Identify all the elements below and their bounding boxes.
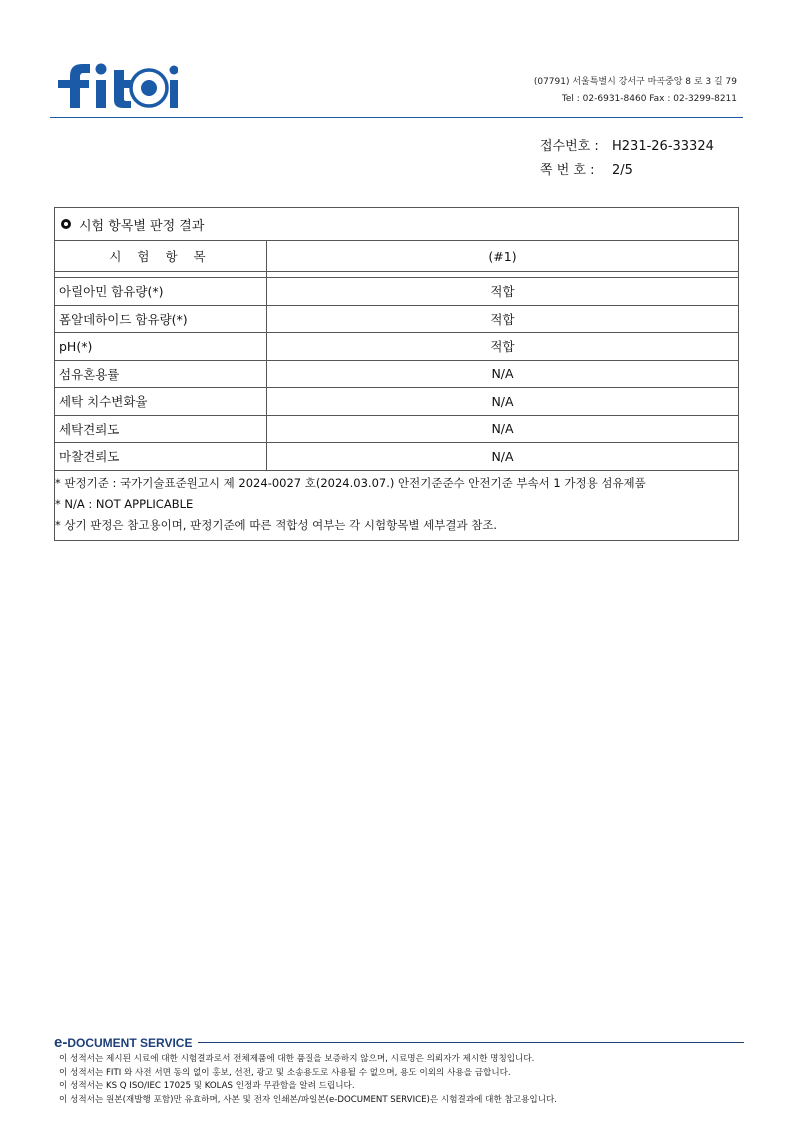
fiti-logo bbox=[56, 58, 178, 110]
section-title: 시험 항목별 판정 결과 bbox=[79, 218, 205, 234]
header-divider bbox=[50, 117, 743, 118]
result: N/A bbox=[491, 393, 514, 409]
note-na: * N/A : NOT APPLICABLE bbox=[55, 496, 194, 511]
header-sample: (#1) bbox=[488, 248, 517, 264]
results-table bbox=[54, 207, 739, 541]
table-row bbox=[55, 361, 738, 389]
table-row bbox=[55, 416, 738, 444]
result: 적합 bbox=[490, 284, 515, 300]
test-item: pH(*) bbox=[55, 333, 267, 360]
receipt-number-label: 접수번호 : bbox=[540, 139, 599, 154]
contact-text: Tel : 02-6931-8460 Fax : 02-3299-8211 bbox=[561, 94, 737, 104]
header-test-item: 시 험 항 목 bbox=[55, 241, 267, 271]
address-text: (07791) 서울특별시 강서구 마곡중앙 8 로 3 길 79 bbox=[533, 77, 737, 87]
logo-text: fiti bbox=[56, 58, 58, 59]
table-row bbox=[55, 278, 738, 306]
table-row bbox=[55, 443, 738, 471]
section-title-row bbox=[55, 208, 738, 241]
footer-line: 이 성적서는 FITI 와 사전 서면 동의 없이 홍보, 선전, 광고 및 소송용도로 사용될 수 없으며, 용도 이외의 사용을 금합니다. bbox=[59, 1067, 511, 1078]
e-document-footer bbox=[54, 1034, 744, 1107]
page-number-label: 쪽 번 호 : bbox=[540, 163, 595, 178]
note-criteria: * 판정기준 : 국가기술표준원고시 제 2024-0027 호(2024.03.07.) 안전기준준수 안전기준 부속서 1 가정용 섬유제품 bbox=[55, 475, 646, 490]
result: N/A bbox=[491, 421, 514, 437]
table-header-row bbox=[55, 241, 738, 272]
table-notes bbox=[55, 471, 738, 540]
footer-title-rest: DOCUMENT SERVICE bbox=[67, 1036, 193, 1050]
footer-line: 이 성적서는 제시된 시료에 대한 시험결과로서 전체제품에 대한 품질을 보증하지 않으며, 시료명은 의뢰자가 제시한 명칭입니다. bbox=[59, 1054, 535, 1064]
result: 적합 bbox=[490, 339, 515, 355]
company-address-block bbox=[534, 74, 737, 108]
result: N/A bbox=[491, 448, 514, 464]
result: N/A bbox=[491, 366, 514, 382]
footer-line: 이 성적서는 KS Q ISO/IEC 17025 및 KOLAS 인정과 무관함을 알려 드립니다. bbox=[59, 1081, 355, 1091]
result: 적합 bbox=[490, 311, 515, 327]
table-row bbox=[55, 333, 738, 361]
test-item: 폼알데하이드 함유량(*) bbox=[55, 306, 267, 333]
footer-title bbox=[54, 1034, 192, 1051]
test-item: 세탁 치수변화율 bbox=[55, 388, 267, 415]
receipt-number-value: H231-26-33324 bbox=[612, 139, 714, 154]
circle-bullet-icon bbox=[61, 219, 71, 229]
footer-line: 이 성적서는 원본(재발행 포함)만 유효하며, 사본 및 전자 인쇄본/파일본(e-DOCUMENT SERVICE)은 시험결과에 대한 참고용입니다. bbox=[59, 1094, 558, 1105]
note-reference: * 상기 판정은 참고용이며, 판정기준에 따른 적합성 여부는 각 시험항목별 세부결과 참조. bbox=[55, 517, 498, 532]
page-number-value: 2/5 bbox=[612, 163, 633, 178]
report-meta bbox=[540, 135, 714, 183]
test-item: 마찰견뢰도 bbox=[55, 443, 267, 470]
footer-title-prefix: e- bbox=[54, 1034, 68, 1051]
table-row bbox=[55, 306, 738, 334]
test-item: 아릴아민 함유량(*) bbox=[55, 278, 267, 305]
test-item: 세탁견뢰도 bbox=[55, 416, 267, 443]
test-item: 섬유혼용률 bbox=[55, 361, 267, 388]
footer-divider bbox=[198, 1042, 744, 1043]
table-row bbox=[55, 388, 738, 416]
